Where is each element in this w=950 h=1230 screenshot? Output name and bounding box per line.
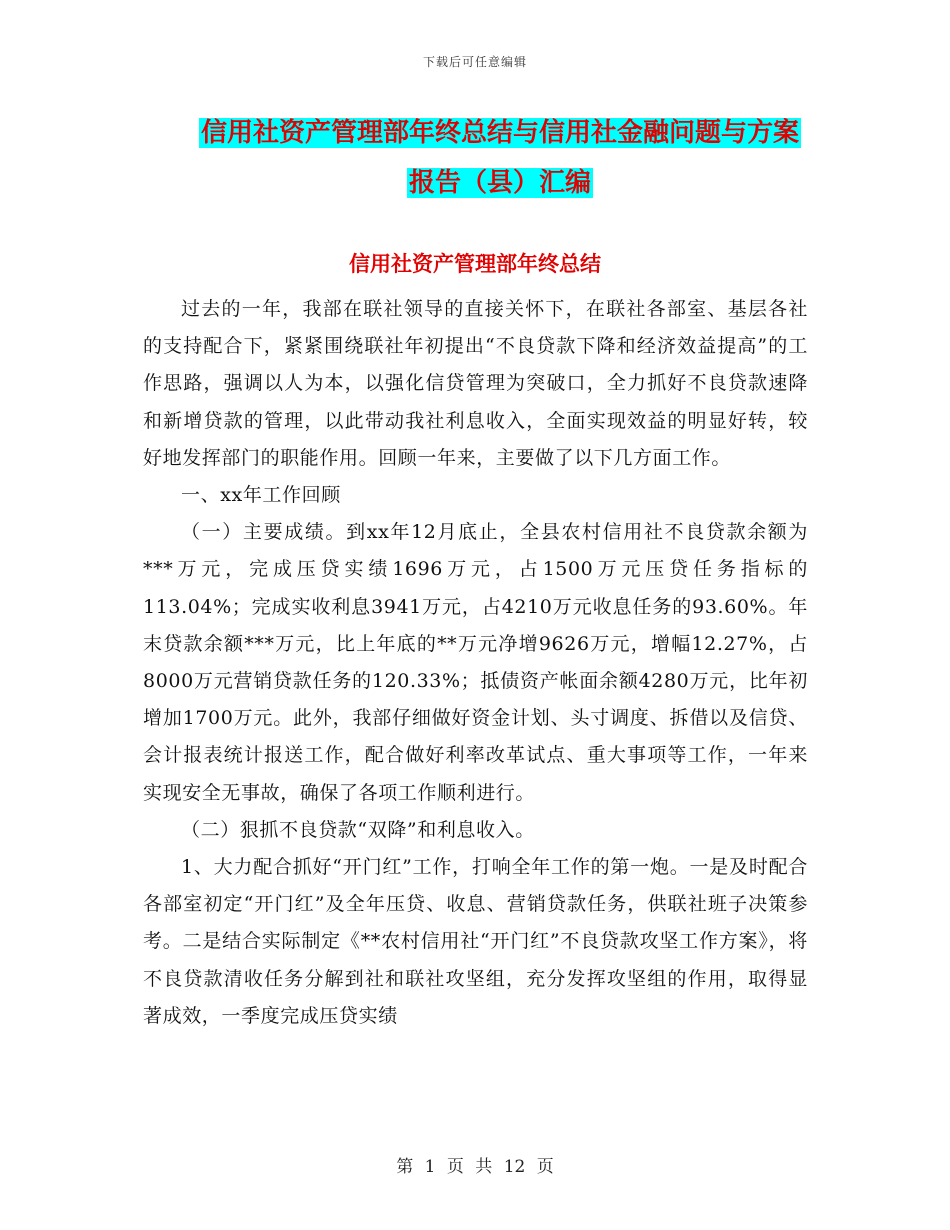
paragraph-heading-review: 一、xx年工作回顾 (181, 484, 341, 507)
section-title: 信用社资产管理部年终总结 (349, 252, 601, 276)
paragraph-intro: 过去的一年，我部在联社领导的直接关怀下，在联社各部室、基层各社的支持配合下，紧紧围绕联社年初提出“不良贷款下降和经济效益提高”的工作思路，强调以人为本，以强化信贷管理为突破口，全力抓好不良贷款速降和新增贷款的管理，以此带动我社利息收入，全面实现效益的明显好转，较好地发挥部门的职能作用。回顾一年来，主要做了以下几方面工作。 (143, 298, 808, 469)
paragraph-kaimenhong: 1、大力配合抓好“开门红”工作，打响全年工作的第一炮。一是及时配合各部室初定“开门红”及全年压贷、收息、营销贷款任务，供联社班子决策参考。二是结合实际制定《**农村信用社“开门红”不良贷款攻坚工作方案》，将不良贷款清收任务分解到社和联社攻坚组，充分发挥攻坚组的作用，取得显著成效，一季度完成压贷实绩 (143, 856, 808, 1027)
document-title-line-1: 信用社资产管理部年终总结与信用社金融问题与方案 (200, 118, 799, 148)
document-title (100, 108, 900, 208)
paragraph-heading-double-reduction: （二）狠抓不良贷款“双降”和利息收入。 (181, 818, 535, 841)
header-note: 下载后可任意编辑 (422, 55, 527, 69)
paragraph-achievements: （一）主要成绩。到xx年12月底止，全县农村信用社不良贷款余额为***万元，完成压贷实绩1696万元，占1500万元压贷任务指标的113.04%；完成实收利息3941万元，占4210万元收息任务的93.60%。年末贷款余额***万元，比上年底的**万元净增9626万元，增幅12.27%，占8000万元营销贷款任务的120.33%；抵债资产帐面余额4280万元，比年初增加1700万元。此外，我部仔细做好资金计划、头寸调度、拆借以及信贷、会计报表统计报送工作，配合做好利率改革试点、重大事项等工作，一年来实现安全无事故，确保了各项工作顺利进行。 (143, 521, 808, 804)
document-title-line-2: 报告（县）汇编 (408, 168, 591, 198)
body-text (143, 291, 808, 1035)
page-footer: 第 1 页 共 12 页 (396, 1157, 554, 1177)
